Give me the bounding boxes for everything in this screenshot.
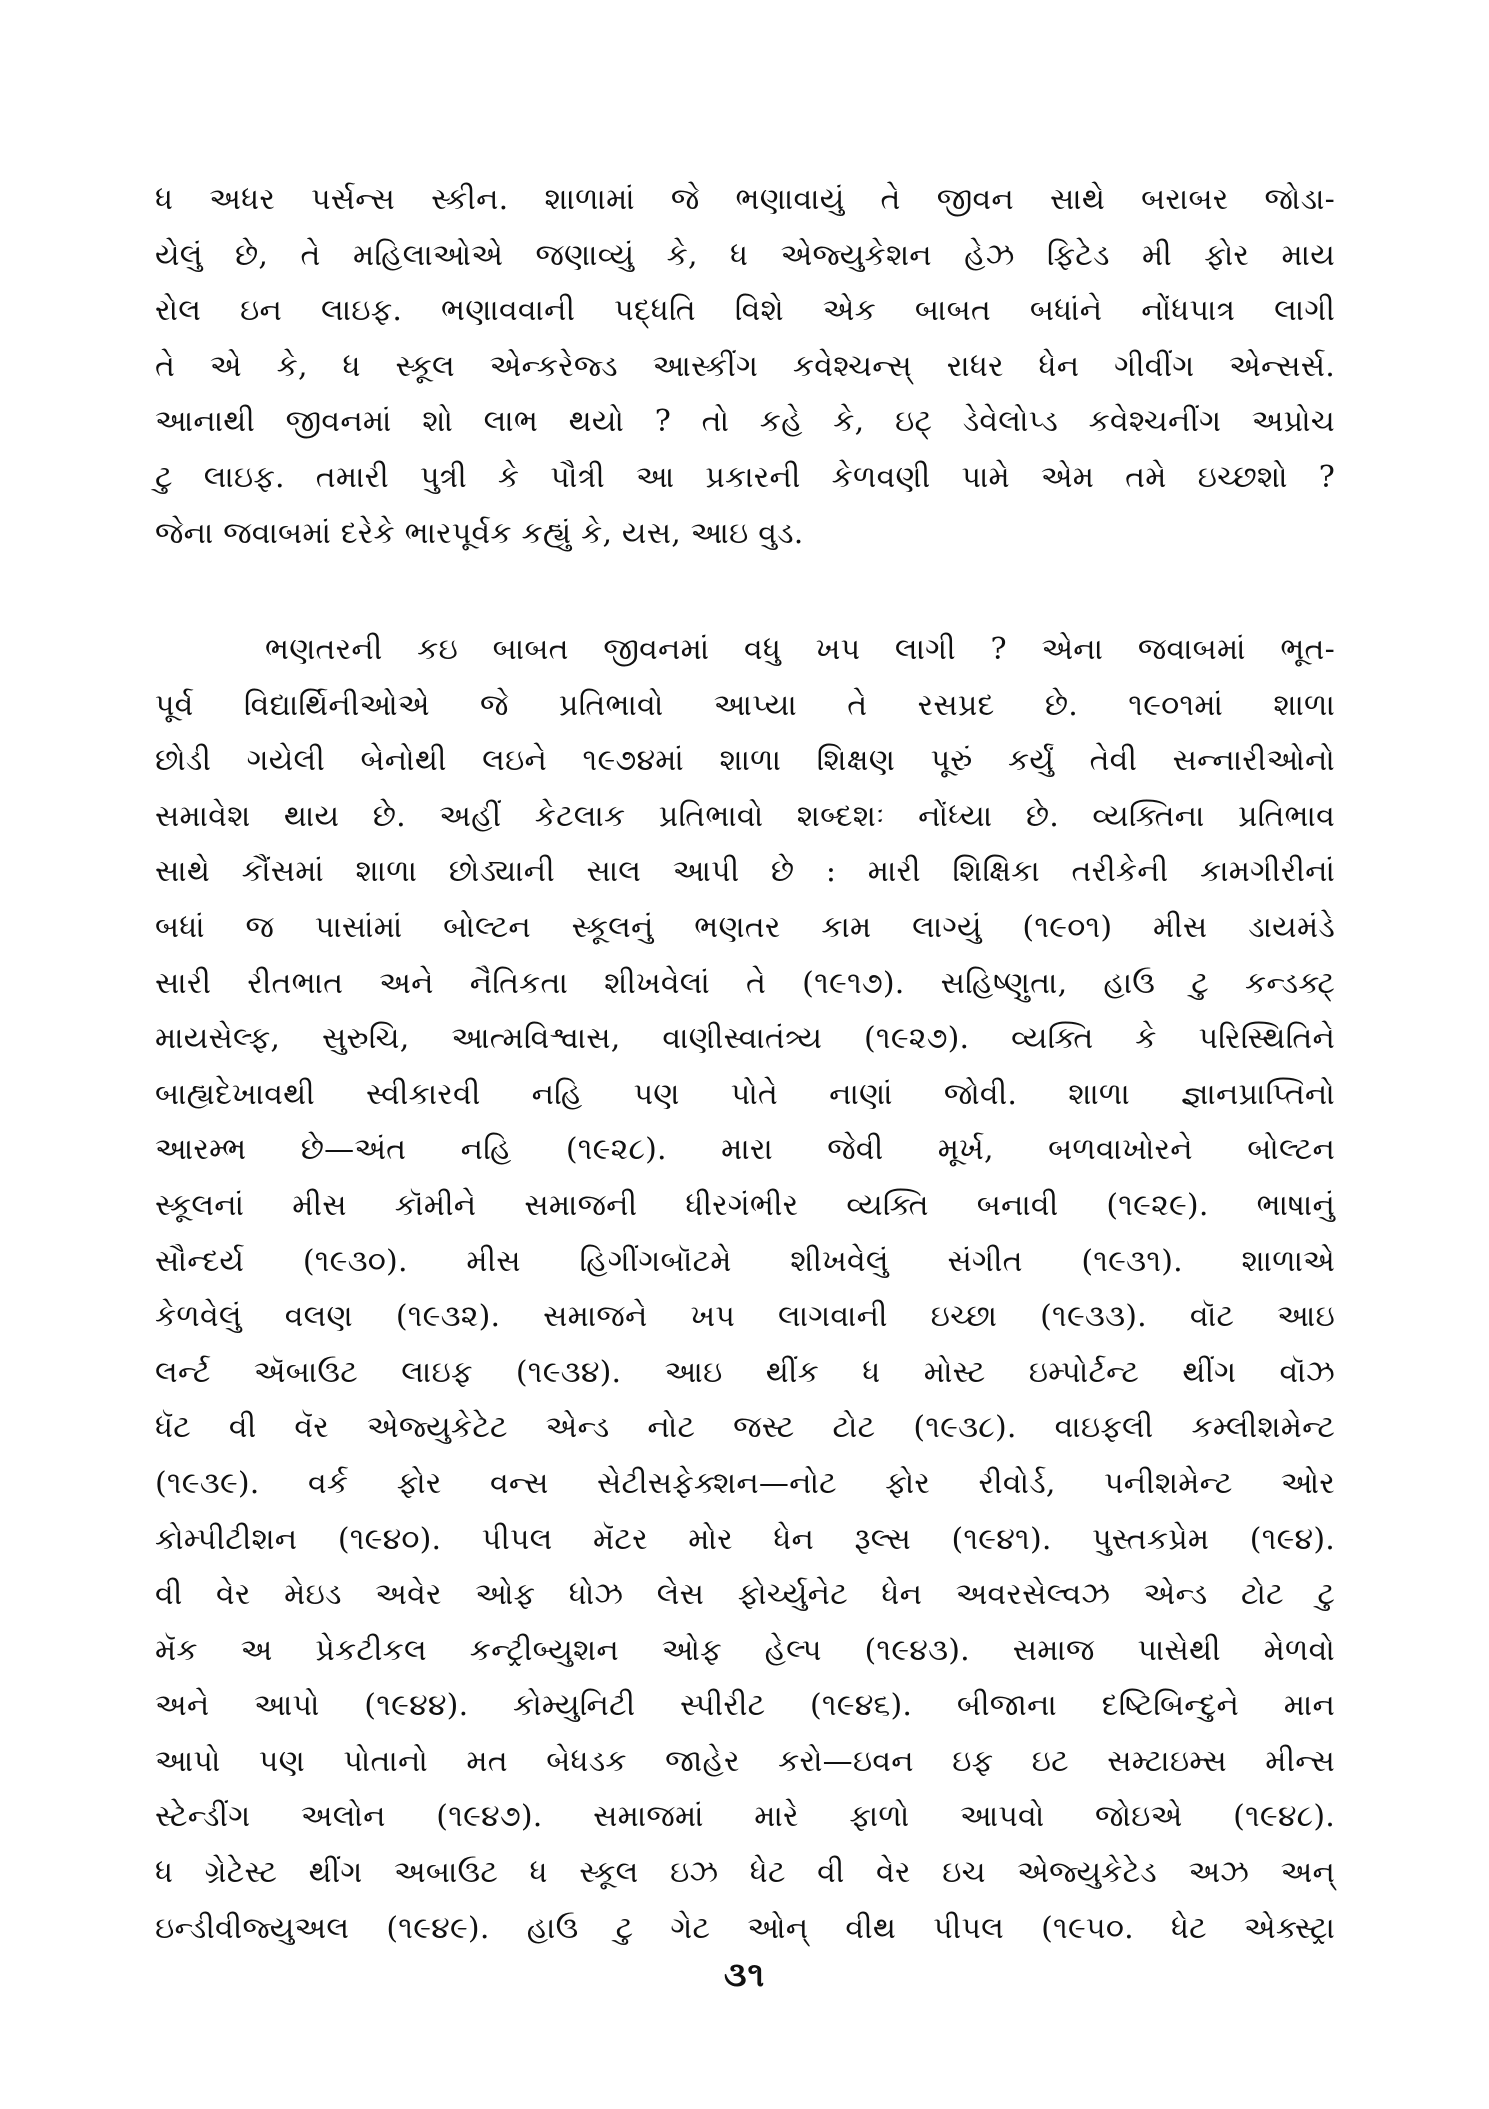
text-line: અને આપો (૧૯૪૪). કોમ્યુનિટી સ્પીરીટ (૧૯૪૬). બીજાના દષ્ટિબિન્દુને માન [155, 1688, 1335, 1724]
text-line: પૂર્વ વિદ્યાર્થિનીઓએ જે પ્રતિભાવો આપ્યા તે રસપ્રદ છે. ૧૯૦૧માં શાળા [155, 687, 1335, 723]
text-line: તે એ કે, ધ સ્કૂલ એન્કરેજ્ડ આસ્કીંગ કવેશ્ચન્સ્ રાધર ધેન ગીવીંગ એન્સર્સ. [155, 348, 1335, 384]
text-line: આરમ્ભ છે—અંત નહિ (૧૯૨૮). મારા જેવી મૂર્ખ, બળવાખોરને બોલ્ટન [155, 1132, 1335, 1168]
text-line: સ્કૂલનાં મીસ કૉમીને સમાજની ધીરગંભીર વ્યક્તિ બનાવી (૧૯૨૯). ભાષાનું [155, 1187, 1335, 1223]
text-line: ધ ગ્રેટેસ્ટ થીંગ અબાઉટ ધ સ્કૂલ ઇઝ ધેટ વી વેર ઇચ એજ્યુકેટેડ અઝ અન્ [155, 1855, 1335, 1891]
text-line: સારી રીતભાત અને નૈતિકતા શીખવેલાં તે (૧૯૧૭). સહિષ્ણુતા, હાઉ ટુ કન્ડક્ટ્ [155, 965, 1335, 1001]
text-line: સાથે કૌંસમાં શાળા છોડ્યાની સાલ આપી છે : મારી શિક્ષિકા તરીકેની કામગીરીનાં [155, 854, 1335, 890]
text-line: વી વેર મેઇડ અવેર ઓફ ધોઝ લેસ ફોર્ચ્યુનેટ ધેન અવરસેલ્વઝ એન્ડ ટોટ ટુ [155, 1577, 1335, 1613]
text-line: ધ અધર પર્સન્સ સ્કીન. શાળામાં જે ભણાવાયું તે જીવન સાથે બરાબર જોડા- [155, 182, 1335, 217]
text-line: સૌન્દર્ય (૧૯૩૦). મીસ હિગીંગબૉટમે શીખવેલું સંગીત (૧૯૩૧). શાળાએ [155, 1243, 1335, 1279]
text-line: (૧૯૩૯). વર્ક ફોર વન્સ સેટીસફેક્શન—નોટ ફોર રીવોર્ડ, પનીશમેન્ટ ઓર [155, 1465, 1335, 1501]
page-number: ૩૧ [723, 1955, 766, 1995]
text-line: સ્ટેન્ડીંગ અલોન (૧૯૪૭). સમાજમાં મારે ફાળો આપવો જોઇએ (૧૯૪૮). [155, 1799, 1335, 1835]
text-line: જેના જવાબમાં દરેકે ભારપૂર્વક કહ્યું કે, યસ, આઇ વુડ. [155, 515, 804, 551]
text-line: બધાં જ પાસાંમાં બોલ્ટન સ્કૂલનું ભણતર કામ લાગ્યું (૧૯૦૧) મીસ ડાયમંડે [155, 909, 1335, 945]
text-line: ભણતરની કઇ બાબત જીવનમાં વધુ ખપ લાગી ? એના જવાબમાં ભૂત- [265, 632, 1335, 667]
text-line: ધૅટ વી વૅર એજ્યુકેટેટ એન્ડ નોટ જસ્ટ ટોટ (૧૯૩૮). વાઇફલી કમ્લીશમેન્ટ [155, 1410, 1335, 1446]
paragraph-1 [155, 172, 1335, 561]
text-line: માયસેલ્ફ, સુરુચિ, આત્મવિશ્વાસ, વાણીસ્વાતંત્ર્ય (૧૯૨૭). વ્યક્તિ કે પરિસ્થિતિને [155, 1021, 1335, 1057]
text-line: કોમ્પીટીશન (૧૯૪૦). પીપલ મૅટર મોર ધેન રૂલ્સ (૧૯૪૧). પુસ્તકપ્રેમ (૧૯૪). [155, 1521, 1335, 1557]
text-line: લર્ન્ટ ઍબાઉટ લાઇફ (૧૯૩૪). આઇ થીંક ધ મોસ્ટ ઇમ્પોર્ટન્ટ થીંગ વૉઝ [155, 1354, 1335, 1390]
text-line: ટુ લાઇફ. તમારી પુત્રી કે પૌત્રી આ પ્રકારની કેળવણી પામે એમ તમે ઇચ્છશો ? [155, 459, 1335, 495]
text-line: રોલ ઇન લાઇફ. ભણાવવાની પદ્ધતિ વિશે એક બાબત બધાંને નોંધપાત્ર લાગી [155, 293, 1335, 329]
text-line: બાહ્યદેખાવથી સ્વીકારવી નહિ પણ પોતે નાણાં જોવી. શાળા જ્ઞાનપ્રાપ્તિનો [155, 1076, 1335, 1112]
text-line: આપો પણ પોતાનો મત બેધડક જાહેર કરો—ઇવન ઇફ ઇટ સમ્ટાઇમ્સ મીન્સ [155, 1743, 1335, 1779]
text-line: ઇન્ડીવીજ્યુઅલ (૧૯૪૯). હાઉ ટુ ગેટ ઓન્ વીથ પીપલ (૧૯૫૦. ધેટ એક્સ્ટ્રા [155, 1910, 1335, 1946]
paragraph-2 [155, 622, 1335, 1956]
text-line: કેળવેલું વલણ (૧૯૩૨). સમાજને ખપ લાગવાની ઇચ્છા (૧૯૩૩). વૉટ આઇ [155, 1299, 1335, 1335]
text-line: સમાવેશ થાય છે. અહીં કેટલાક પ્રતિભાવો શબ્દશઃ નોંધ્યા છે. વ્યક્તિના પ્રતિભાવ [155, 798, 1335, 834]
text-line: મૅક અ પ્રેકટીકલ કન્ટ્રીબ્યુશન ઓફ હેલ્પ (૧૯૪૩). સમાજ પાસેથી મેળવો [155, 1632, 1335, 1668]
text-line: યેલું છે, તે મહિલાઓએ જણાવ્યું કે, ધ એજ્યુકેશન હેઝ ફિટેડ મી ફોર માય [155, 237, 1335, 273]
text-line: આનાથી જીવનમાં શો લાભ થયો ? તો કહે કે, ઇટ્ ડેવેલોપ્ડ કવેશ્ચનીંગ અપ્રોચ [155, 404, 1335, 440]
text-line: છોડી ગયેલી બેનોથી લઇને ૧૯૭૪માં શાળા શિક્ષણ પૂરું કર્યું તેવી સન્નારીઓનો [155, 743, 1335, 779]
